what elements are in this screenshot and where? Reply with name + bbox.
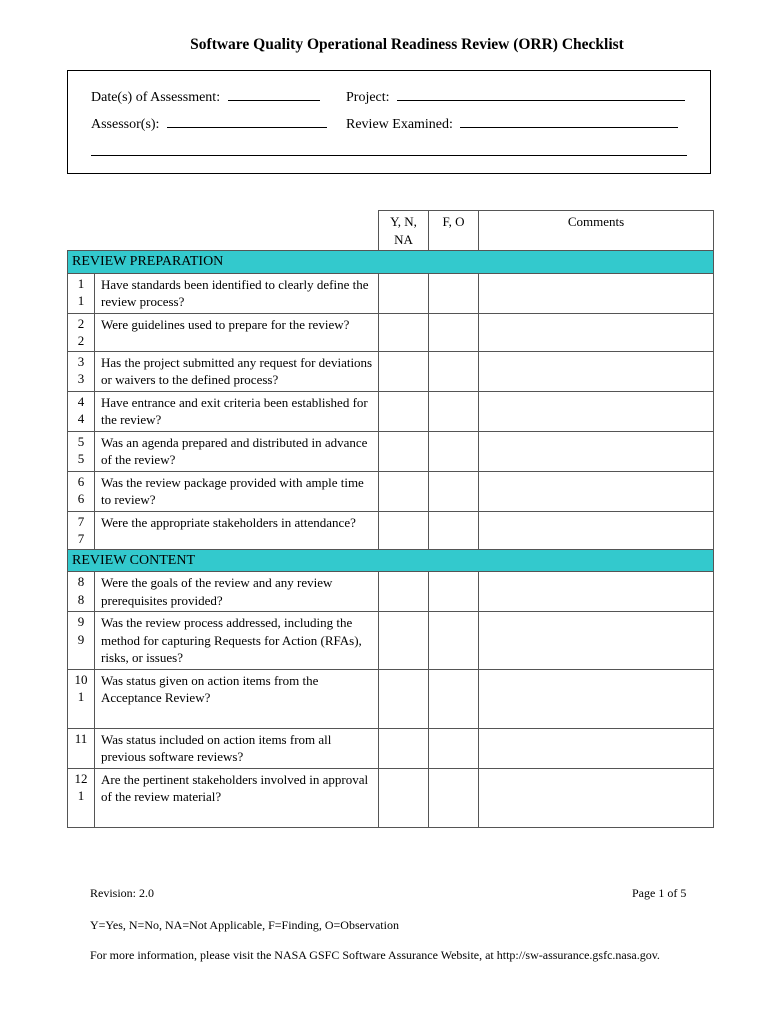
legend-text: Y=Yes, N=No, NA=Not Applicable, F=Finding, O=Observation (90, 918, 399, 932)
fo-cell[interactable] (429, 511, 479, 549)
checklist-body (68, 251, 714, 828)
item-number: 7 7 (68, 511, 95, 549)
yn-cell[interactable] (379, 471, 429, 511)
fo-cell[interactable] (429, 391, 479, 431)
checklist-row (68, 313, 714, 351)
item-number: 2 2 (68, 313, 95, 351)
checklist-table (67, 210, 714, 828)
item-question: Was status included on action items from all previous software reviews? (95, 728, 379, 768)
comments-cell[interactable] (479, 431, 714, 471)
dates-label: Date(s) of Assessment: (91, 90, 221, 105)
yn-cell[interactable] (379, 612, 429, 670)
comments-header: Comments (479, 211, 714, 251)
comments-cell[interactable] (479, 391, 714, 431)
fo-header: F, O (429, 211, 479, 251)
revision-label: Revision: 2.0 (90, 886, 155, 900)
project-field[interactable] (397, 88, 685, 101)
fo-cell[interactable] (429, 273, 479, 313)
fo-cell[interactable] (429, 728, 479, 768)
item-question: Were the appropriate stakeholders in attendance? (95, 511, 379, 549)
dates-row (91, 88, 320, 106)
assessors-field[interactable] (167, 115, 327, 128)
assessors-row (91, 115, 327, 133)
dates-field[interactable] (228, 88, 320, 101)
assessors-label: Assessor(s): (91, 117, 160, 132)
item-number: 3 3 (68, 351, 95, 391)
section-title: REVIEW PREPARATION (68, 251, 714, 274)
checklist-row (68, 728, 714, 768)
item-question: Was the review process addressed, including the method for capturing Requests for Action (RFAs), risks, or issues? (95, 612, 379, 670)
fo-cell[interactable] (429, 768, 479, 827)
item-question: Were the goals of the review and any review prerequisites provided? (95, 572, 379, 612)
page-number: Page 1 of 5 (632, 886, 687, 900)
fo-cell[interactable] (429, 313, 479, 351)
assessment-info-box (67, 70, 711, 174)
comments-cell[interactable] (479, 313, 714, 351)
checklist-row (68, 471, 714, 511)
review-examined-label: Review Examined: (346, 117, 453, 132)
fo-cell[interactable] (429, 471, 479, 511)
item-number: 6 6 (68, 471, 95, 511)
comments-cell[interactable] (479, 351, 714, 391)
yn-cell[interactable] (379, 351, 429, 391)
comments-cell[interactable] (479, 768, 714, 827)
project-label: Project: (346, 90, 390, 105)
item-question: Were guidelines used to prepare for the review? (95, 313, 379, 351)
yn-cell[interactable] (379, 273, 429, 313)
header-row (68, 211, 714, 251)
item-number: 12 1 (68, 768, 95, 827)
checklist-row (68, 511, 714, 549)
checklist-row (68, 391, 714, 431)
yn-cell[interactable] (379, 431, 429, 471)
comments-cell[interactable] (479, 511, 714, 549)
item-question: Was status given on action items from the Acceptance Review? (95, 669, 379, 728)
yn-cell[interactable] (379, 768, 429, 827)
notes-line[interactable] (91, 155, 687, 156)
item-question: Was an agenda prepared and distributed in advance of the review? (95, 431, 379, 471)
section-header-row (68, 549, 714, 572)
item-question: Was the review package provided with ample time to review? (95, 471, 379, 511)
yn-cell[interactable] (379, 391, 429, 431)
item-number: 4 4 (68, 391, 95, 431)
checklist-row (68, 273, 714, 313)
yn-cell[interactable] (379, 728, 429, 768)
item-number: 5 5 (68, 431, 95, 471)
fo-cell[interactable] (429, 431, 479, 471)
item-question: Have standards been identified to clearly define the review process? (95, 273, 379, 313)
section-title: REVIEW CONTENT (68, 549, 714, 572)
comments-cell[interactable] (479, 669, 714, 728)
comments-cell[interactable] (479, 728, 714, 768)
checklist-row (68, 572, 714, 612)
item-question: Have entrance and exit criteria been established for the review? (95, 391, 379, 431)
fo-cell[interactable] (429, 669, 479, 728)
yn-cell[interactable] (379, 572, 429, 612)
comments-cell[interactable] (479, 572, 714, 612)
yn-cell[interactable] (379, 511, 429, 549)
page-title: Software Quality Operational Readiness Review (ORR) Checklist (190, 36, 624, 53)
checklist-row (68, 431, 714, 471)
fo-cell[interactable] (429, 351, 479, 391)
comments-cell[interactable] (479, 273, 714, 313)
item-number: 11 (68, 728, 95, 768)
item-question: Are the pertinent stakeholders involved in approval of the review material? (95, 768, 379, 827)
comments-cell[interactable] (479, 471, 714, 511)
item-number: 8 8 (68, 572, 95, 612)
yn-cell[interactable] (379, 313, 429, 351)
blank-header-cell (68, 211, 379, 251)
comments-cell[interactable] (479, 612, 714, 670)
yn-header: Y, N, NA (379, 211, 429, 251)
checklist-row (68, 669, 714, 728)
project-row (346, 88, 685, 106)
checklist-row (68, 768, 714, 827)
review-examined-row (346, 115, 678, 133)
item-number: 1 1 (68, 273, 95, 313)
review-examined-field[interactable] (460, 115, 678, 128)
yn-cell[interactable] (379, 669, 429, 728)
item-number: 9 9 (68, 612, 95, 670)
fo-cell[interactable] (429, 612, 479, 670)
checklist-row (68, 612, 714, 670)
fo-cell[interactable] (429, 572, 479, 612)
more-info-text: For more information, please visit the NASA GSFC Software Assurance Website, at http://sw-assurance.gsfc.nasa.gov. (90, 948, 660, 962)
checklist-row (68, 351, 714, 391)
item-number: 10 1 (68, 669, 95, 728)
section-header-row (68, 251, 714, 274)
item-question: Has the project submitted any request for deviations or waivers to the defined process? (95, 351, 379, 391)
